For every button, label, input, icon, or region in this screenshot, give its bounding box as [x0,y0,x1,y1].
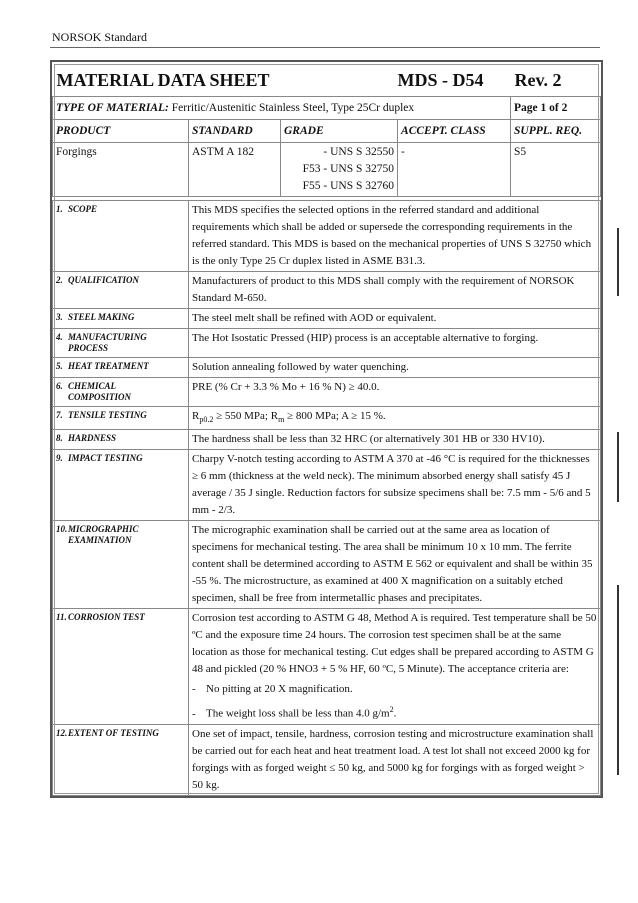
section-text: PRE (% Cr + 3.3 % Mo + 16 % N) ≥ 40.0. [189,378,601,407]
section-row [53,430,601,450]
section-row [53,201,601,272]
revision-bar [617,585,619,775]
type-value: Ferritic/Austenitic Stainless Steel, Type 25Cr duplex [171,102,415,114]
standard-value: ASTM A 182 [189,143,281,197]
section-label: 5. HEAT TREATMENT [53,358,189,378]
product-row [53,143,601,197]
accept-value: - [398,143,511,197]
suppl-value: S5 [511,143,601,197]
section-row [53,378,601,407]
section-row [53,329,601,358]
title-row [53,62,601,97]
section-text: This MDS specifies the selected options in the referred standard and additional requirements which shall be added or supersede the corresponding requirements in the referred standard. This MDS is based on the mechanical properties of UNS S 32750 which is the only Type 25 Cr duplex listed in ASME B31.3. [189,201,601,272]
section-row [53,450,601,521]
grade-item: - UNS S 32550 [323,146,395,158]
mds-number: MDS - D54 [397,70,484,90]
col-accept-class: ACCEPT. CLASS [398,120,511,143]
col-standard: STANDARD [189,120,281,143]
type-row [53,97,601,120]
revision-bar [617,268,619,296]
col-product: PRODUCT [53,120,189,143]
requirements-table [52,200,601,796]
page-number: Page 1 of 2 [511,97,601,120]
section-label: 12.EXTENT OF TESTING [53,724,189,795]
section-text: The hardness shall be less than 32 HRC (or alternatively 301 HB or 330 HV10). [189,430,601,450]
criteria-item: - The weight loss shall be less than 4.0 $g/m^2$. [192,705,397,720]
type-label: TYPE OF MATERIAL: [56,102,169,114]
section-text: $R_{p0.2} \ge 550$ MPa; $R_m \ge 800$ MPa; A ≥ 15 %. [189,407,601,430]
section-row [53,521,601,609]
grade-item: F53 - UNS S 32750 [302,163,395,175]
criteria-item: - No pitting at 20 X magnification. [192,683,353,696]
section-text: Charpy V-notch testing according to ASTM A 370 at -46 °C is required for the thicknesses ≥ 6 mm (thickness at the weld neck). The minimum absorbed energy shall satisfy 45 J average / 35 J single. Reduction factors for subsize specimens shall be: 7.5 mm - 5/6 and 5 mm - 2/3. [189,450,601,521]
grade-values [281,143,398,197]
section-label: 11.CORROSION TEST [53,609,189,725]
section-label: 7. TENSILE TESTING [53,407,189,430]
section-label: 3. STEEL MAKING [53,309,189,329]
revision: Rev. 2 [514,70,562,90]
section-label: 4. MANUFACTURING PROCESS [53,329,189,358]
col-suppl-req: SUPPL. REQ. [511,120,601,143]
section-text: Corrosion test according to ASTM G 48, Method A is required. Test temperature shall be 50 ºC and the exposure time 24 hours. The corrosion test specimen shall be at the same location as those for mechanical testing. Cut edges shall be prepared according to ASTM G 48 and pickled (20 % HNO3 + 5 % HF, 60 ºC, 5 Minute). The acceptance criteria are: - No pitting at 20 X magnification. - The weight loss shall be less than 4.0 $g/m^2$. [189,609,601,725]
col-grade: GRADE [281,120,398,143]
section-text: The Hot Isostatic Pressed (HIP) process is an acceptable alternative to forging. [189,329,601,358]
product-value: Forgings [53,143,189,197]
section-row [53,272,601,309]
section-text: One set of impact, tensile, hardness, corrosion testing and microstructure examination shall be carried out for each heat and heat treatment load. A test lot shall not exceed 2000 kg for forgings with as forged weight ≤ 50 kg, and 5000 kg for forgings with as forged weight > 50 kg. [189,724,601,795]
sheet-title: MATERIAL DATA SHEET [56,70,270,90]
section-text: The steel melt shall be refined with AOD or equivalent. [189,309,601,329]
grade-item: F55 - UNS S 32760 [302,180,395,192]
section-label: 6. CHEMICAL COMPOSITION [53,378,189,407]
section-label: 9. IMPACT TESTING [53,450,189,521]
material-data-sheet [50,60,603,798]
section-row [53,609,601,725]
material-type [53,97,511,120]
revision-bar [617,432,619,502]
section-row [53,309,601,329]
section-label: 8. HARDNESS [53,430,189,450]
section-label: 2. QUALIFICATION [53,272,189,309]
page-header: NORSOK Standard [52,30,147,44]
section-text: The micrographic examination shall be carried out at the same area as location of specimens for mechanical testing. The area shall be minimum 10 x 10 mm. The ferrite content shall be determined according to ASTM E 562 or equivalent and shall be within 35 -55 %. The microstructure, as examined at 400 X magnification on a suitably etched specimen, shall be free from intermetallic phases and precipitates. [189,521,601,609]
sheet-header-table [52,62,601,197]
section-text: Solution annealing followed by water quenching. [189,358,601,378]
section-row [53,358,601,378]
section-label: 1. SCOPE [53,201,189,272]
revision-bar [617,228,619,268]
column-headers [53,120,601,143]
section-text: Manufacturers of product to this MDS shall comply with the requirement of NORSOK Standard M-650. [189,272,601,309]
section-row [53,724,601,795]
section-row [53,407,601,430]
header-rule [50,47,600,48]
section-label: 10.MICROGRAPHIC EXAMINATION [53,521,189,609]
